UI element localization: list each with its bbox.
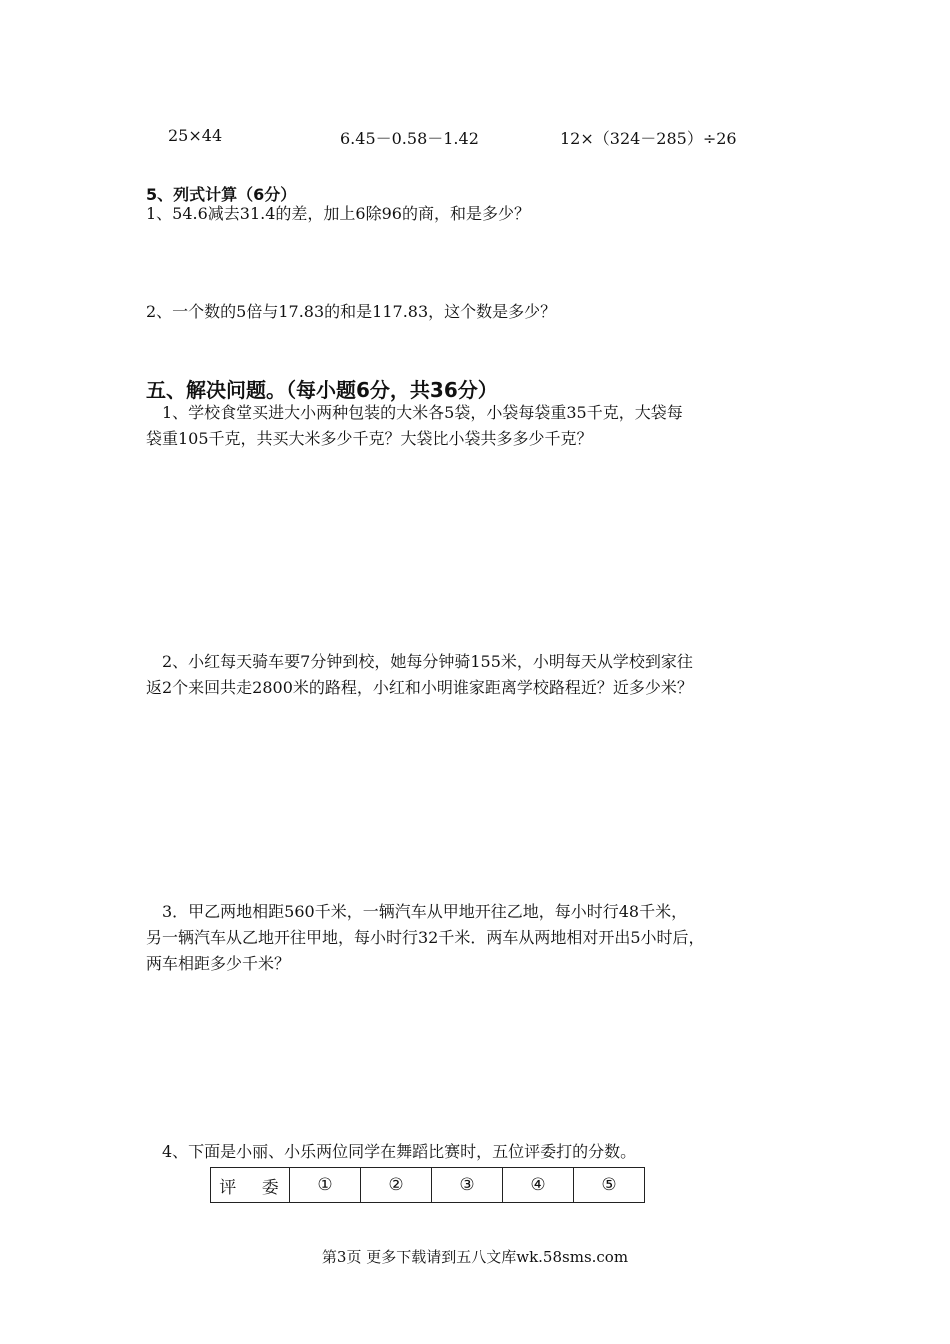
judge-cell: ② xyxy=(361,1168,432,1203)
section-5-title: 5、列式计算（6分） xyxy=(146,185,297,204)
problem-3-line-2: 另一辆汽车从乙地开往甲地，每小时行32千米．两车从两地相对开出5小时后， xyxy=(146,928,705,947)
problem-1-line-1: 1、学校食堂买进大小两种包装的大米各5袋，小袋每袋重35千克，大袋每 xyxy=(162,403,683,422)
problem-2-line-2: 返2个来回共走2800米的路程，小红和小明谁家距离学校路程近？近多少米？ xyxy=(146,678,693,697)
section-5-question-1: 1、54.6减去31.4的差，加上6除96的商，和是多少？ xyxy=(146,204,530,223)
judge-cell: ⑤ xyxy=(574,1168,645,1203)
judge-cell: ④ xyxy=(503,1168,574,1203)
calc-expression-1: 25×44 xyxy=(168,126,223,145)
judge-cell: ① xyxy=(290,1168,361,1203)
problem-4-line-1: 4、下面是小丽、小乐两位同学在舞蹈比赛时，五位评委打的分数。 xyxy=(162,1142,637,1161)
calc-expression-3: 12×（324－285）÷26 xyxy=(560,129,737,148)
section-5-question-2: 2、一个数的5倍与17.83的和是117.83，这个数是多少？ xyxy=(146,302,557,321)
problem-2-line-1: 2、小红每天骑车要7分钟到校，她每分钟骑155米，小明每天从学校到家往 xyxy=(162,652,693,671)
judge-cell: ③ xyxy=(432,1168,503,1203)
page-footer: 第3页 更多下载请到五八文库wk.58sms.com xyxy=(321,1248,629,1266)
judges-score-table xyxy=(210,1167,645,1203)
table-row xyxy=(211,1168,645,1203)
problem-1-line-2: 袋重105千克，共买大米多少千克？大袋比小袋共多多少千克？ xyxy=(146,429,593,448)
problem-3-line-3: 两车相距多少千米？ xyxy=(146,954,291,973)
problem-3-line-1: 3．甲乙两地相距560千米，一辆汽车从甲地开往乙地，每小时行48千米， xyxy=(162,902,688,921)
table-header-cell: 评 委 xyxy=(211,1168,290,1203)
section-v-title: 五、解决问题。（每小题6分，共36分） xyxy=(146,378,498,402)
calc-expression-2: 6.45－0.58－1.42 xyxy=(340,129,479,148)
